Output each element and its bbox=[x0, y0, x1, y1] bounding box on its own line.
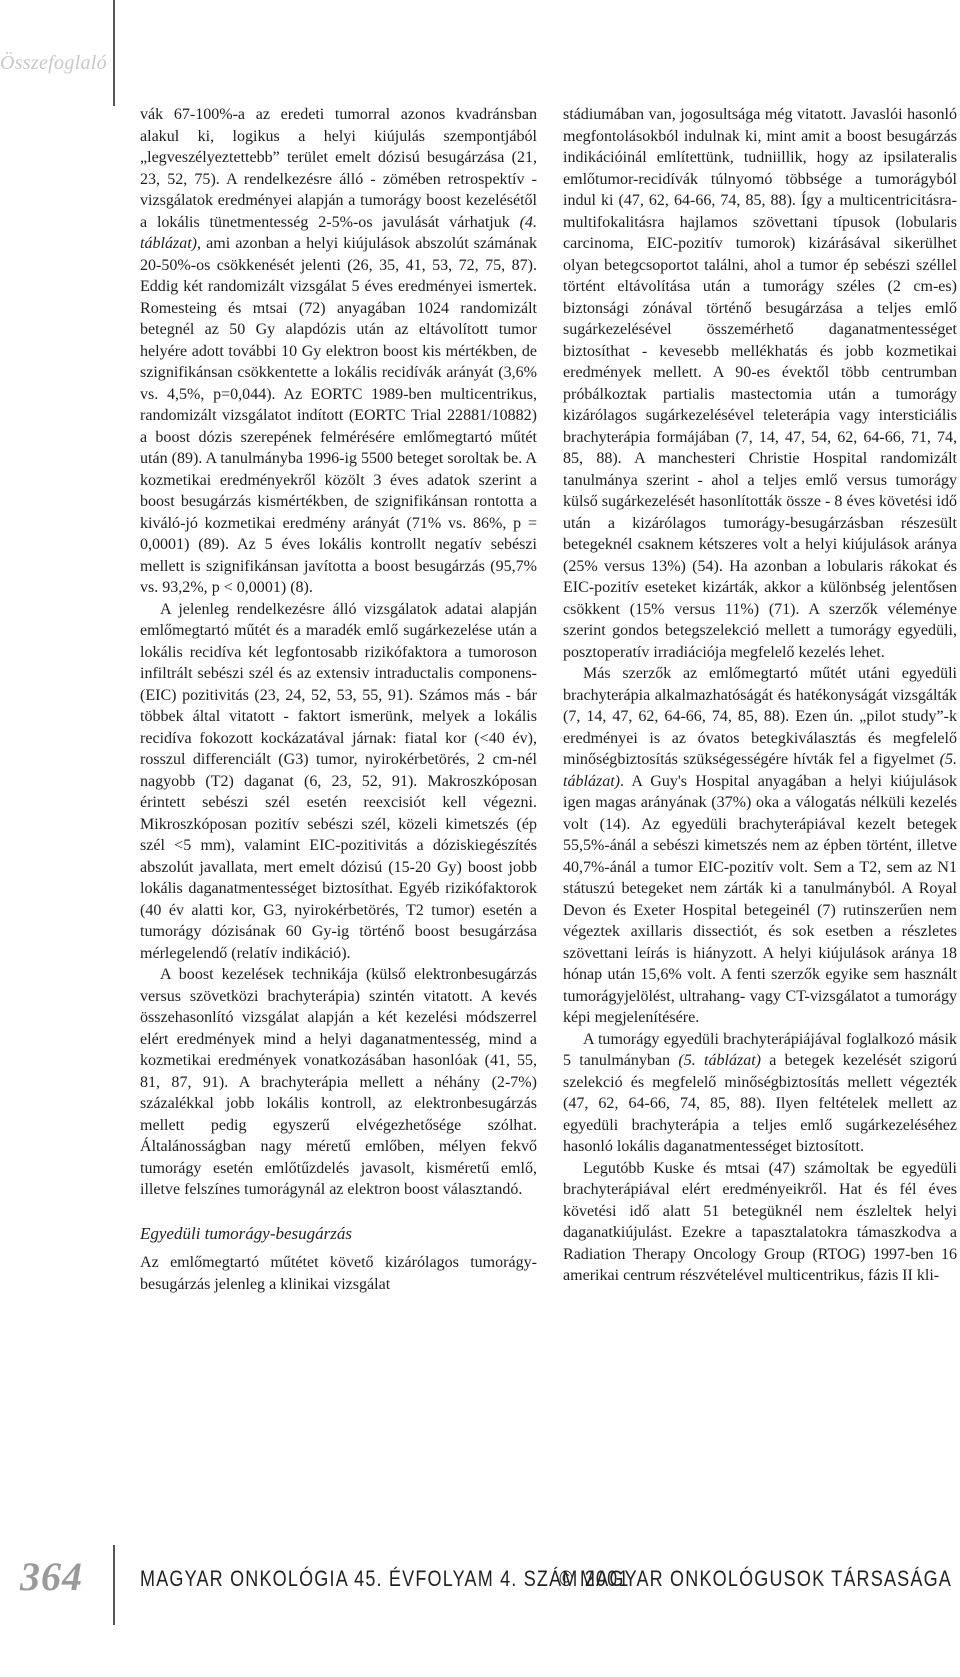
section-label: Összefoglaló bbox=[0, 52, 107, 74]
left-paragraph-3: A boost kezelések technikája (külső elektronbesugárzás versus szövetközi brachyterápia) szintén vitatott. A kevés összehasonlító vizsgálat alapján a két kezelési módszerrel elért eredmények mind a helyi daganatmentesség, mind a kozmetikai eredmények vonatkozásában hasonlóak (41, 55, 81, 87, 91). A brachyterápia mellett a néhány (2-7%) százalékkal jobb lokális kontroll, az elektronbesugárzás mellett pedig egyszerű elvégezhetősége szólhat. Általánosságban nagy méretű emlőben, mélyen fekvő tumorágy esetén emlőtűzdelés javasolt, kisméretű emlő, illetve felszínes tumorágynál az elektron boost választandó. bbox=[140, 966, 537, 1198]
left-p1-text-b: , ami azonban a helyi kiújulások abszolút számának 20-50%-os csökkenését jelenti (26, 35, 41, 53, 72, 75, 87). Eddig két randomizált vizsgálat 5 éves eredményei ismertek. Romesteing és mtsai (72) anyagában 1024 randomizált betegnél az 50 Gy alapdózis után az eltávolított tumor helyére adott további 10 Gy elektron boost kis mértékben, de szignifikánsan csökkentette a lokális recidívák arányát (3,6% vs. 4,5%, p=0,044). Az EORTC 1989-ben multicentrikus, randomizált vizsgálatot indított (EORTC Trial 22881/10882) a boost dózis szerepének felmérésére emlőmegtartó műtét után (89). A tanulmányba 1996-ig 5500 beteget soroltak be. A kozmetikai eredményekről közölt 3 éves adatok szerint a boost besugárzás kismértékben, de szignifikánsan rontotta a kiváló-jó kozmetikai eredmény arányát (71% vs. 86%, p = 0,0001) (89). Az 5 éves lokális kontrollt negatív sebészi mellett is szignifikánsan javította a boost besugárzás (95,7% vs. 93,2%, p < 0,0001) (8). bbox=[140, 235, 537, 596]
right-p3-text-b: a betegek kezelését szigorú szelekció és megfelelő minőségbiztosítás mellett végezték (47, 62, 64-66, 74, 85, 88). Ilyen feltételek mellett az egyedüli brachyterápia a teljes emlő sugárkezeléséhez hasonló lokális daganatmentességet biztosított. bbox=[563, 1052, 957, 1155]
page-number: 364 bbox=[20, 1554, 83, 1599]
right-column bbox=[563, 104, 957, 1287]
table-reference-5: (5. táblázat) bbox=[563, 751, 957, 790]
table-reference-5b: (5. táblázat) bbox=[678, 1052, 762, 1069]
left-paragraph-2: A jelenleg rendelkezésre álló vizsgálatok adatai alapján emlőmegtartó műtét és a maradék emlő sugárkezelése után a lokális recidíva két legfontosabb rizikófaktora a tumoroson infiltrált sebészi szél és az extensiv intraductalis componens- (EIC) pozitivitás (23, 24, 52, 53, 55, 91). Számos más - bár többek által vitatott - faktort ismerünk, melyek a lokális recidíva fokozott kockázatával járnak: fiatal kor (<40 év), rosszul differenciált (G3) tumor, nyirokérbetörés, 2 cm-nél nagyobb (T2) daganat (6, 23, 52, 91). Makroszkóposan érintett sebészi szél esetén reexcisiót kell végezni. Mikroszkóposan pozitív sebészi szél, közeli kimetszés (ép szél <5 mm), valamint EIC-pozitivitás a dóziskiegészítés abszolút javallata, mert emelt dózisú (15-20 Gy) boost jobb lokális daganatmentességet biztosíthat. Egyéb rizikófaktorok (40 év alatti kor, G3, nyirokérbetörés, T2 tumor) esetén a tumorágy dózisának 60 Gy-ig történő boost besugárzása mérlegelendő (relatív indikáció). bbox=[140, 600, 537, 962]
right-paragraph-4: Legutóbb Kuske és mtsai (47) számoltak be egyedüli brachyterápiával elért eredményeikről. Hat és fél éves követési idő alatt 51 betegüknél nem észleltek helyi daganatkiújulást. Ezekre a tapasztalatokra támaszkodva a Radiation Therapy Oncology Group (RTOG) 1997-ben 16 amerikai centrum részvételével multicentrikus, fázis II kli- bbox=[563, 1159, 957, 1284]
subheading-solo-tumor-bed-irradiation: Egyedüli tumorágy-besugárzás bbox=[140, 1223, 353, 1243]
right-paragraph-3 bbox=[563, 1029, 957, 1158]
left-paragraph-4: Az emlőmegtartó műtétet követő kizárólagos tumorágy-besugárzás jelenleg a klinikai vizsgálat bbox=[140, 1254, 537, 1293]
vertical-rule-bottom bbox=[113, 1545, 115, 1625]
left-column bbox=[140, 104, 537, 1295]
right-p3-text-a: A tumorágy egyedüli brachyterápiájával foglalkozó másik 5 tanulmányban bbox=[563, 1030, 957, 1069]
left-paragraph-1 bbox=[140, 104, 537, 599]
society-footer: © MAGYAR ONKOLÓGUSOK TÁRSASÁGA bbox=[559, 1566, 952, 1591]
left-p1-text-a: vák 67-100%-a az eredeti tumorral azonos kvadránsban alakul ki, logikus a helyi kiújulás szempontjából „legveszélyeztettebb” terület emelt dózisú besugárzása (21, 23, 52, 75). A rendelkezésre álló - zömében retrospektív - vizsgálatok eredményei alapján a tumorágy boost kezelésétől a lokális tünetmentesség 2-5%-os javulását várhatjuk bbox=[140, 106, 537, 231]
journal-footer: MAGYAR ONKOLÓGIA 45. ÉVFOLYAM 4. SZÁM 2001 bbox=[140, 1566, 630, 1591]
right-paragraph-2 bbox=[563, 663, 957, 1029]
vertical-rule-top bbox=[113, 0, 115, 106]
right-paragraph-1: stádiumában van, jogosultsága még vitatott. Javaslói hasonló megfontolásokból indulnak ki, mint amit a boost besugárzás indikációinál említettünk, tudniillik, hogy az ipsilateralis emlőtumor-recidívák túlnyomó többsége a tumorágyból indul ki (47, 62, 64-66, 74, 85, 88). Így a multicentricitásra-multifokalitásra hajlamos szövettani típusok (lobularis carcinoma, EIC-pozitív tumorok) kizárásával sikerülhet olyan betegcsoportot találni, ahol a tumor ép sebészi széllel történt eltávolítása után a tumorágy széles (2 cm-es) biztonsági zónával történő besugárzása a teljes emlő sugárkezelésével összemérhető daganatmentességet biztosíthat - kevesebb mellékhatás és jobb kozmetikai eredmények mellett. A 90-es évektől több centrumban próbálkoztak partialis mastectomia után a tumorágy kizárólagos sugárkezelésével teleterápia vagy intersticiális brachyterápia formájában (7, 14, 47, 54, 62, 64-66, 71, 74, 85, 88). A manchesteri Christie Hospital randomizált tanulmánya szerint - ahol a teljes emlő versus tumorágy külső sugárkezelését hasonlították össze - 8 éves követési idő után a kizárólagos tumorágy-besugárzásban részesült betegeknél csaknem kétszeres volt a helyi kiújulások aránya (25% versus 13%) (54). Ha azonban a lobularis rákokat és EIC-pozitív eseteket kizárták, akkor a különbség jelentősen csökkent (15% versus 11%) (71). A szerzők véleménye szerint gondos betegszelekció mellett a tumorágy egyedüli, posztoperatív irradiációja megfelelő kezelés lehet. bbox=[563, 106, 957, 661]
right-p2-text-b: . A Guy's Hospital anyagában a helyi kiújulások igen magas arányának (37%) oka a válogatás nélküli kezelés volt (14). Az egyedüli brachyterápiával kezelt betegek 55,5%-ánál a sebészi kimetszés nem az épben történt, illetve 40,7%-ánál a tumor EIC-pozitív volt. Sem a T2, sem az N1 státuszú betegeket nem zárták ki a tanulmányból. A Royal Devon és Exeter Hospital betegeinél (7) rutinszerűen nem végeztek axillaris dissectiót, és sok esetben a részletes szövettani leírás is hiányzott. A helyi kiújulások aránya 18 hónap után 15,6% volt. A fenti szerzők egyike sem használt tumorágyjelölést, ultrahang- vagy CT-vizsgálatot a tumorágy képi megjelenítésére. bbox=[563, 772, 957, 1026]
table-reference-4: (4. táblázat) bbox=[140, 213, 537, 252]
right-p2-text-a: Más szerzők az emlőmegtartó műtét utáni egyedüli brachyterápia alkalmazhatóságát és hatékonyságát vizsgálták (7, 14, 47, 62, 64-66, 74, 85, 88). Ezen ún. „pilot study”-k eredményei is az óvatos betegkiválasztás és megfelelő minőségbiztosítás szükségességére hívták fel a figyelmet bbox=[563, 665, 957, 768]
